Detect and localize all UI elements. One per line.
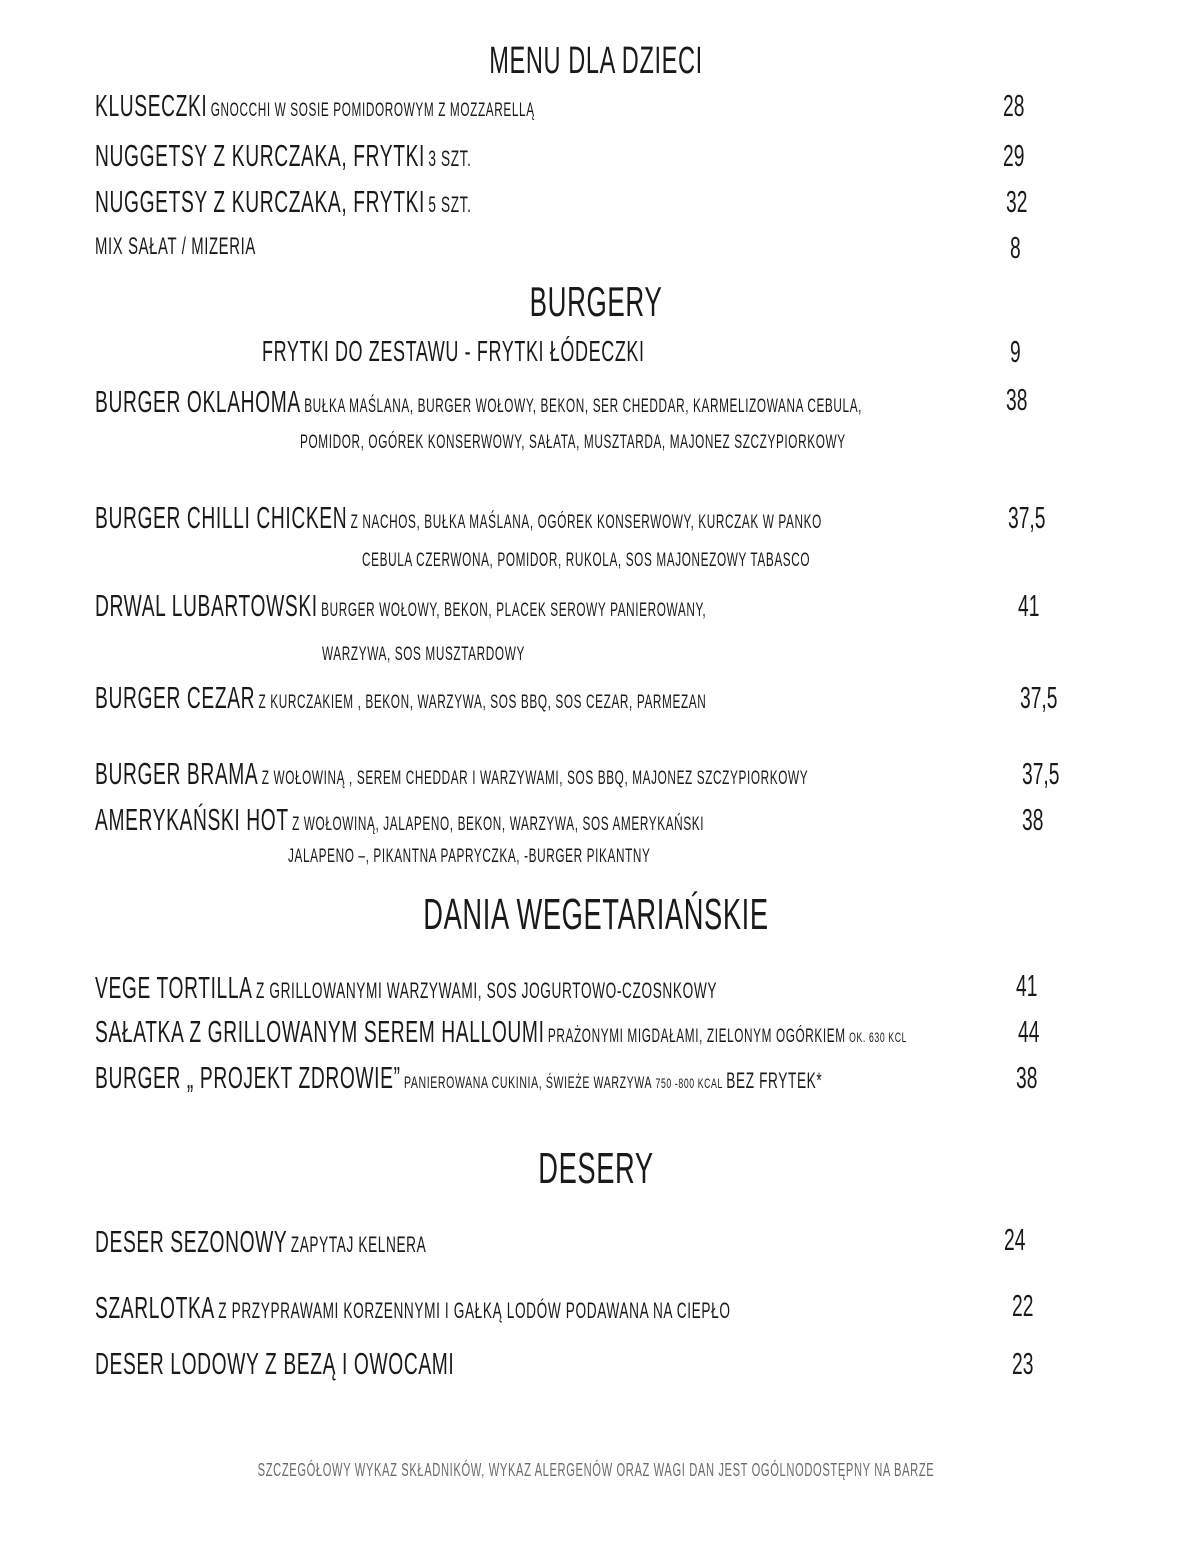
item-desc: Z KURCZAKIEM , BEKON, WARZYWA, SOS BBQ, SOS CEZAR, PARMEZAN [258, 692, 707, 713]
item-desc: Z WOŁOWINĄ, JALAPENO, BEKON, WARZYWA, SOS AMERYKAŃSKI [292, 814, 705, 835]
item-desc-continued: JALAPENO –, PIKANTNA PAPRYCZKA, -BURGER PIKANTNY [288, 846, 651, 867]
item-name: DRWAL LUBARTOWSKI [95, 588, 318, 623]
item-note: 750 -800 KCAL [655, 1075, 723, 1091]
item-desc-continued: CEBULA CZERWONA, POMIDOR, RUKOLA, SOS MAJONEZOWY TABASCO [362, 550, 811, 571]
section-title-vege: DANIA WEGETARIAŃSKIE [423, 890, 769, 939]
menu-item [95, 1224, 426, 1260]
item-name: BURGER „ PROJEKT ZDROWIE” [95, 1060, 401, 1095]
menu-item [95, 1014, 907, 1050]
item-desc: PANIEROWANA CUKINIA, ŚWIEŻE WARZYWA [403, 1073, 653, 1092]
item-price: 24 [1004, 1222, 1026, 1257]
menu-item [95, 233, 256, 261]
item-name: SAŁATKA Z GRILLOWANYM SEREM HALLOUMI [95, 1014, 545, 1049]
menu-item [95, 756, 808, 792]
item-name: NUGGETSY Z KURCZAKA, FRYTKI [95, 184, 426, 219]
menu-item [95, 588, 706, 624]
item-name: BURGER CEZAR [95, 680, 256, 715]
item-extra: BEZ FRYTEK* [726, 1068, 823, 1093]
item-name: BURGER OKLAHOMA [95, 384, 301, 419]
item-price: 38 [1016, 1060, 1038, 1095]
menu-item [95, 1346, 454, 1382]
item-price: 41 [1018, 588, 1040, 623]
section-title-desserts: DESERY [538, 1144, 654, 1193]
item-name: BURGER CHILLI CHICKEN [95, 500, 348, 535]
item-price: 32 [1006, 184, 1028, 219]
item-name: DESER LODOWY Z BEZĄ I OWOCAMI [95, 1346, 455, 1381]
item-desc: 5 SZT. [428, 192, 472, 217]
item-price: 37,5 [1008, 500, 1046, 535]
menu-item [95, 184, 472, 220]
item-price: 37,5 [1022, 756, 1060, 791]
item-desc: Z WOŁOWINĄ , SEREM CHEDDAR I WARZYWAMI, SOS BBQ, MAJONEZ SZCZYPIORKOWY [261, 768, 809, 789]
menu-item [95, 802, 704, 838]
item-desc: PRAŻONYMI MIGDAŁAMI, ZIELONYM OGÓRKIEM [547, 1026, 846, 1047]
section-title-burgers: BURGERY [529, 278, 663, 325]
item-name: NUGGETSY Z KURCZAKA, FRYTKI [95, 138, 426, 173]
item-desc: ZAPYTAJ KELNERA [290, 1232, 427, 1257]
menu-item [95, 500, 822, 536]
item-desc-continued: POMIDOR, OGÓREK KONSERWOWY, SAŁATA, MUSZTARDA, MAJONEZ SZCZYPIORKOWY [300, 432, 846, 453]
item-price: 44 [1018, 1014, 1040, 1049]
menu-item [95, 88, 535, 124]
menu-item [95, 1290, 731, 1326]
item-desc: Z NACHOS, BUŁKA MAŚLANA, OGÓREK KONSERWOWY, KURCZAK W PANKO [350, 512, 822, 533]
item-name: BURGER BRAMA [95, 756, 259, 791]
item-desc: GNOCCHI W SOSIE POMIDOROWYM Z MOZZARELLĄ [210, 100, 535, 121]
item-price: 29 [1003, 138, 1025, 173]
menu-item [95, 970, 717, 1006]
menu-item [95, 1060, 822, 1096]
item-name: DESER SEZONOWY [95, 1224, 288, 1259]
item-price: 8 [1010, 230, 1021, 265]
item-name: SZARLOTKA [95, 1290, 215, 1325]
item-name: MIX SAŁAT / MIZERIA [95, 233, 256, 260]
item-price: 22 [1012, 1288, 1034, 1323]
fries-line [262, 336, 645, 369]
item-name: FRYTKI DO ZESTAWU - FRYTKI ŁÓDECZKI [262, 336, 645, 368]
item-name: KLUSECZKI [95, 88, 208, 123]
menu-item [95, 138, 472, 174]
item-desc: BUŁKA MAŚLANA, BURGER WOŁOWY, BEKON, SER CHEDDAR, KARMELIZOWANA CEBULA, [304, 396, 863, 417]
item-desc-continued: WARZYWA, SOS MUSZTARDOWY [322, 644, 525, 665]
item-desc: 3 SZT. [428, 146, 472, 171]
menu-item [95, 384, 862, 420]
item-desc: Z PRZYPRAWAMI KORZENNYMI I GAŁKĄ LODÓW PODAWANA NA CIEPŁO [218, 1298, 731, 1323]
item-desc: BURGER WOŁOWY, BEKON, PLACEK SEROWY PANIEROWANY, [321, 600, 707, 621]
item-price: 38 [1006, 382, 1028, 417]
item-name: VEGE TORTILLA [95, 970, 253, 1005]
item-price: 37,5 [1020, 680, 1058, 715]
item-price: 41 [1016, 968, 1038, 1003]
footer-note: SZCZEGÓŁOWY WYKAZ SKŁADNIKÓW, WYKAZ ALERGENÓW ORAZ WAGI DAN JEST OGÓLNODOSTĘPNY NA BARZE [257, 1460, 935, 1480]
item-desc: Z GRILLOWANYMI WARZYWAMI, SOS JOGURTOWO-CZOSNKOWY [255, 978, 718, 1003]
section-title-kids: MENU DLA DZIECI [489, 40, 703, 82]
item-note: OK. 630 KCL [849, 1029, 908, 1045]
item-price: 28 [1003, 88, 1025, 123]
menu-item [95, 680, 706, 716]
item-name: AMERYKAŃSKI HOT [95, 802, 289, 837]
item-price: 9 [1010, 334, 1021, 369]
item-price: 38 [1022, 802, 1044, 837]
item-price: 23 [1012, 1346, 1034, 1381]
